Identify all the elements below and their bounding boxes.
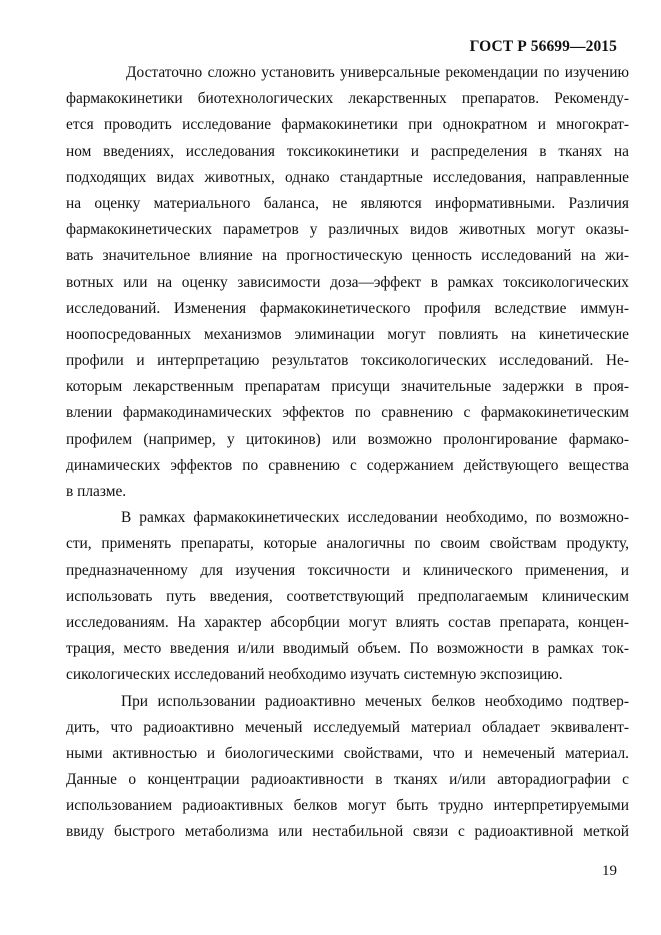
text-line: вотных или на оценку зависимости доза—эффект в рамках токсикологических: [66, 273, 629, 291]
text-line: ется проводить исследование фармакокинетики при однократном и многократ-: [66, 116, 629, 134]
page-number: 19: [602, 863, 617, 879]
standard-header: ГОСТ Р 56699—2015: [469, 38, 617, 55]
text-line: сти, применять препараты, которые аналогичны по своим свойствам продукту,: [66, 535, 629, 553]
text-line: исследований. Изменения фармакокинетического профиля вследствие иммун-: [66, 299, 629, 317]
text-line: профилем (например, у цитокинов) или возможно пролонгирование фармако-: [66, 430, 629, 448]
text-line: в плазме.: [66, 483, 127, 500]
text-line: использованием радиоактивных белков могут быть трудно интерпретируемыми: [66, 797, 629, 815]
text-line: сикологических исследований необходимо изучать системную экспозицию.: [66, 666, 563, 684]
document-body: [66, 58, 629, 844]
text-line: вать значительное влияние на прогностическую ценность исследований на жи-: [66, 247, 629, 265]
text-line: профили и интерпретацию результатов токсикологических исследований. Не-: [66, 352, 629, 370]
text-line: исследованиям. На характер абсорбции могут влиять состав препарата, концен-: [66, 613, 629, 631]
text-line: ввиду быстрого метаболизма или нестабильной связи с радиоактивной меткой: [66, 823, 629, 841]
text-line: При использовании радиоактивно меченых белков необходимо подтвер-: [121, 692, 629, 710]
text-line: дить, что радиоактивно меченый исследуемый материал обладает эквивалент-: [66, 718, 629, 736]
paragraph-1: [66, 58, 629, 503]
text-line: влении фармакодинамических эффектов по сравнению с фармакокинетическим: [66, 404, 629, 422]
text-line: ноопосредованных механизмов элиминации могут повлиять на кинетические: [66, 325, 629, 343]
text-line: которым лекарственным препаратам присущи значительные задержки в проя-: [66, 378, 629, 396]
text-line: динамических эффектов по сравнению с содержанием действующего вещества: [66, 456, 629, 474]
paragraph-3: [66, 687, 629, 844]
text-line: ными активностью и биологическими свойствами, что и немеченый материал.: [66, 744, 629, 762]
text-line: Достаточно сложно установить универсальные рекомендации по изучению: [126, 64, 629, 81]
text-line: на оценку материального баланса, не являются информативными. Различия: [66, 194, 629, 212]
text-line: использовать путь введения, соответствующий предполагаемым клиническим: [66, 587, 629, 605]
text-line: трация, место введения и/или вводимый объем. По возможности в рамках ток-: [66, 640, 629, 658]
paragraph-2: [66, 503, 629, 686]
text-line: подходящих видах животных, однако стандартные исследования, направленные: [66, 168, 629, 186]
text-line: фармакокинетических параметров у различных видов животных могут оказы-: [66, 221, 629, 239]
text-line: фармакокинетики биотехнологических лекарственных препаратов. Рекоменду-: [66, 90, 629, 108]
text-line: предназначенному для изучения токсичности и клинического применения, и: [66, 561, 629, 579]
text-line: В рамках фармакокинетических исследовании необходимо, по возможно-: [121, 509, 629, 527]
text-line: Данные о концентрации радиоактивности в тканях и/или авторадиографии с: [66, 771, 629, 789]
text-line: ном введениях, исследования токсикокинетики и распределения в тканях на: [66, 142, 629, 160]
